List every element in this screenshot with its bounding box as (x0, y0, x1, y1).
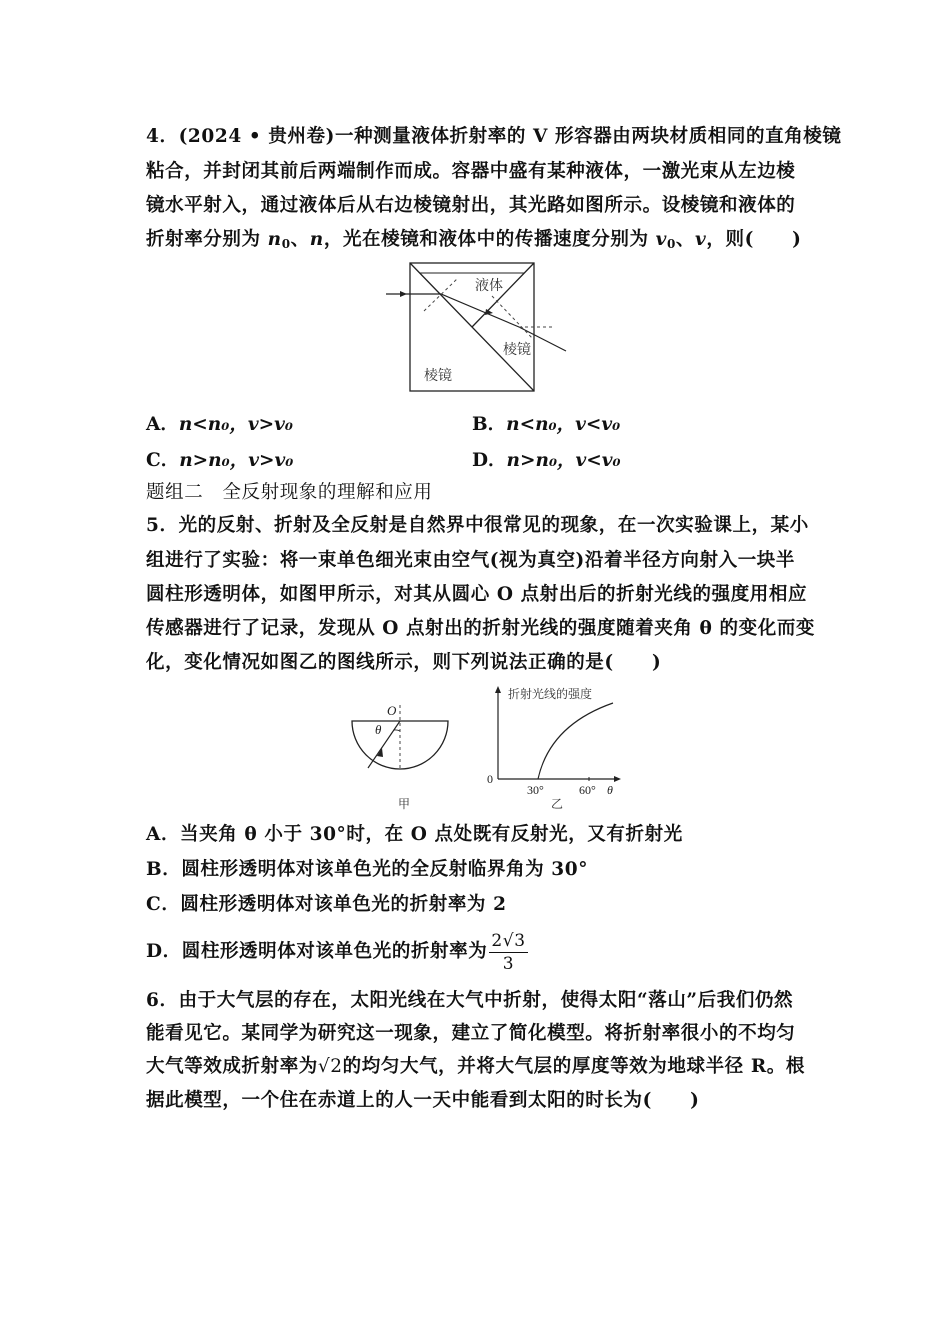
v-symbol: v (695, 229, 707, 250)
q6-line-2: 能看见它。某同学为研究这一现象，建立了简化模型。将折射率很小的不均匀 (146, 1023, 796, 1044)
v0-symbol: v (655, 229, 667, 250)
yi-intensity-curve (538, 703, 613, 779)
yi-caption: 乙 (551, 797, 564, 811)
jia-angle-arc (394, 730, 400, 731)
yi-ylabel: 折射光线的强度 (508, 687, 593, 701)
option-c-letter: C． (146, 450, 180, 471)
q5-option-b: B．圆柱形透明体对该单色光的全反射临界角为 30° (146, 859, 589, 880)
q6-line-3 (146, 1054, 810, 1080)
option-b-text: n<n₀，v<v₀ (506, 414, 621, 435)
q4-option-c (146, 448, 293, 474)
n0-subscript: 0 (281, 237, 291, 251)
q4-line-4e: ，则( ) (706, 229, 802, 250)
jia-point-o: O (387, 703, 397, 718)
q5-figure-yi (480, 683, 630, 811)
q4-option-d (472, 448, 621, 474)
q5-figure-jia (340, 700, 460, 812)
q4-line-1: 4．(2024 • 贵州卷)一种测量液体折射率的 V 形容器由两块材质相同的直角棱镜 (146, 126, 842, 147)
option-d-text: n>n₀，v<v₀ (506, 450, 621, 471)
sqrt-two: √2 (317, 1056, 343, 1077)
option-d-text: D．圆柱形透明体对该单色光的折射率为 (146, 941, 488, 962)
q6-line-3a: 大气等效成折射率为 (146, 1056, 318, 1077)
q4-line-4c: ，光在棱镜和液体中的传播速度分别为 (323, 229, 656, 250)
q5-option-d (146, 926, 810, 978)
q6-line-4: 据此模型，一个住在赤道上的人一天中能看到太阳的时长为( ) (146, 1090, 700, 1111)
jia-incident-ray (368, 721, 400, 768)
q5-line-1: 5．光的反射、折射及全反射是自然界中很常见的现象，在一次实验课上，某小 (146, 515, 809, 536)
jia-caption: 甲 (398, 797, 411, 811)
prism-label-left: 棱镜 (424, 368, 452, 384)
liquid-label: 液体 (475, 278, 503, 294)
option-b-letter: B． (472, 414, 507, 435)
q5-line-3: 圆柱形透明体，如图甲所示，对其从圆心 O 点射出后的折射光线的强度用相应 (146, 584, 808, 605)
fraction-denominator: 3 (502, 953, 515, 974)
q4-line-4a: 折射率分别为 (146, 229, 268, 250)
q4-option-b (472, 412, 620, 438)
q4-line-4b: 、 (290, 229, 310, 250)
option-d-letter: D． (472, 450, 507, 471)
option-a-letter: A． (146, 414, 179, 435)
yi-tick-60-label: 60° (579, 783, 596, 797)
q4-line-4 (146, 227, 810, 257)
n0-symbol: n (267, 229, 282, 250)
yi-origin: 0 (487, 772, 493, 786)
q5-line-4: 传感器进行了记录，发现从 O 点射出的折射光线的强度随着夹角 θ 的变化而变 (146, 618, 816, 639)
section-title: 题组二 全反射现象的理解和应用 (146, 482, 433, 503)
yi-x-arrow-icon (614, 776, 621, 782)
q4-line-2: 粘合，并封闭其前后两端制作而成。容器中盛有某种液体，一激光束从左边棱 (146, 161, 796, 182)
fraction-numerator: 2√3 (491, 930, 526, 951)
q5-option-a: A．当夹角 θ 小于 30°时，在 O 点处既有反射光，又有折射光 (146, 824, 683, 845)
jia-angle-theta: θ (375, 722, 382, 737)
arrow-in-icon (400, 291, 407, 297)
q5-line-5: 化，变化情况如图乙的图线所示，则下列说法正确的是( ) (146, 652, 662, 673)
yi-xlabel: θ (607, 783, 613, 797)
q4-option-a (146, 412, 293, 438)
q5-option-c: C．圆柱形透明体对该单色光的折射率为 2 (146, 894, 507, 915)
q5-line-2: 组进行了实验：将一束单色细光束由空气(视为真空)沿着半径方向射入一块半 (146, 550, 796, 571)
q4-line-4d: 、 (675, 229, 696, 250)
v0-subscript: 0 (666, 237, 676, 251)
prism-label-right: 棱镜 (503, 342, 531, 358)
q6-line-3b: 的均匀大气，并将大气层的厚度等效为地球半径 R。根 (342, 1056, 805, 1077)
yi-y-arrow-icon (495, 686, 501, 693)
option-d-fraction (489, 930, 527, 975)
n-symbol: n (309, 229, 324, 250)
q4-prism-figure (384, 258, 574, 398)
q6-line-1: 6．由于大气层的存在，太阳光线在大气中折射，使得太阳“落山”后我们仍然 (146, 990, 794, 1011)
q4-line-3: 镜水平射入，通过液体后从右边棱镜射出，其光路如图所示。设棱镜和液体的 (146, 195, 796, 216)
yi-tick-30-label: 30° (527, 783, 544, 797)
option-a-text: n<n₀，v>v₀ (178, 414, 293, 435)
option-c-text: n>n₀，v>v₀ (179, 450, 294, 471)
